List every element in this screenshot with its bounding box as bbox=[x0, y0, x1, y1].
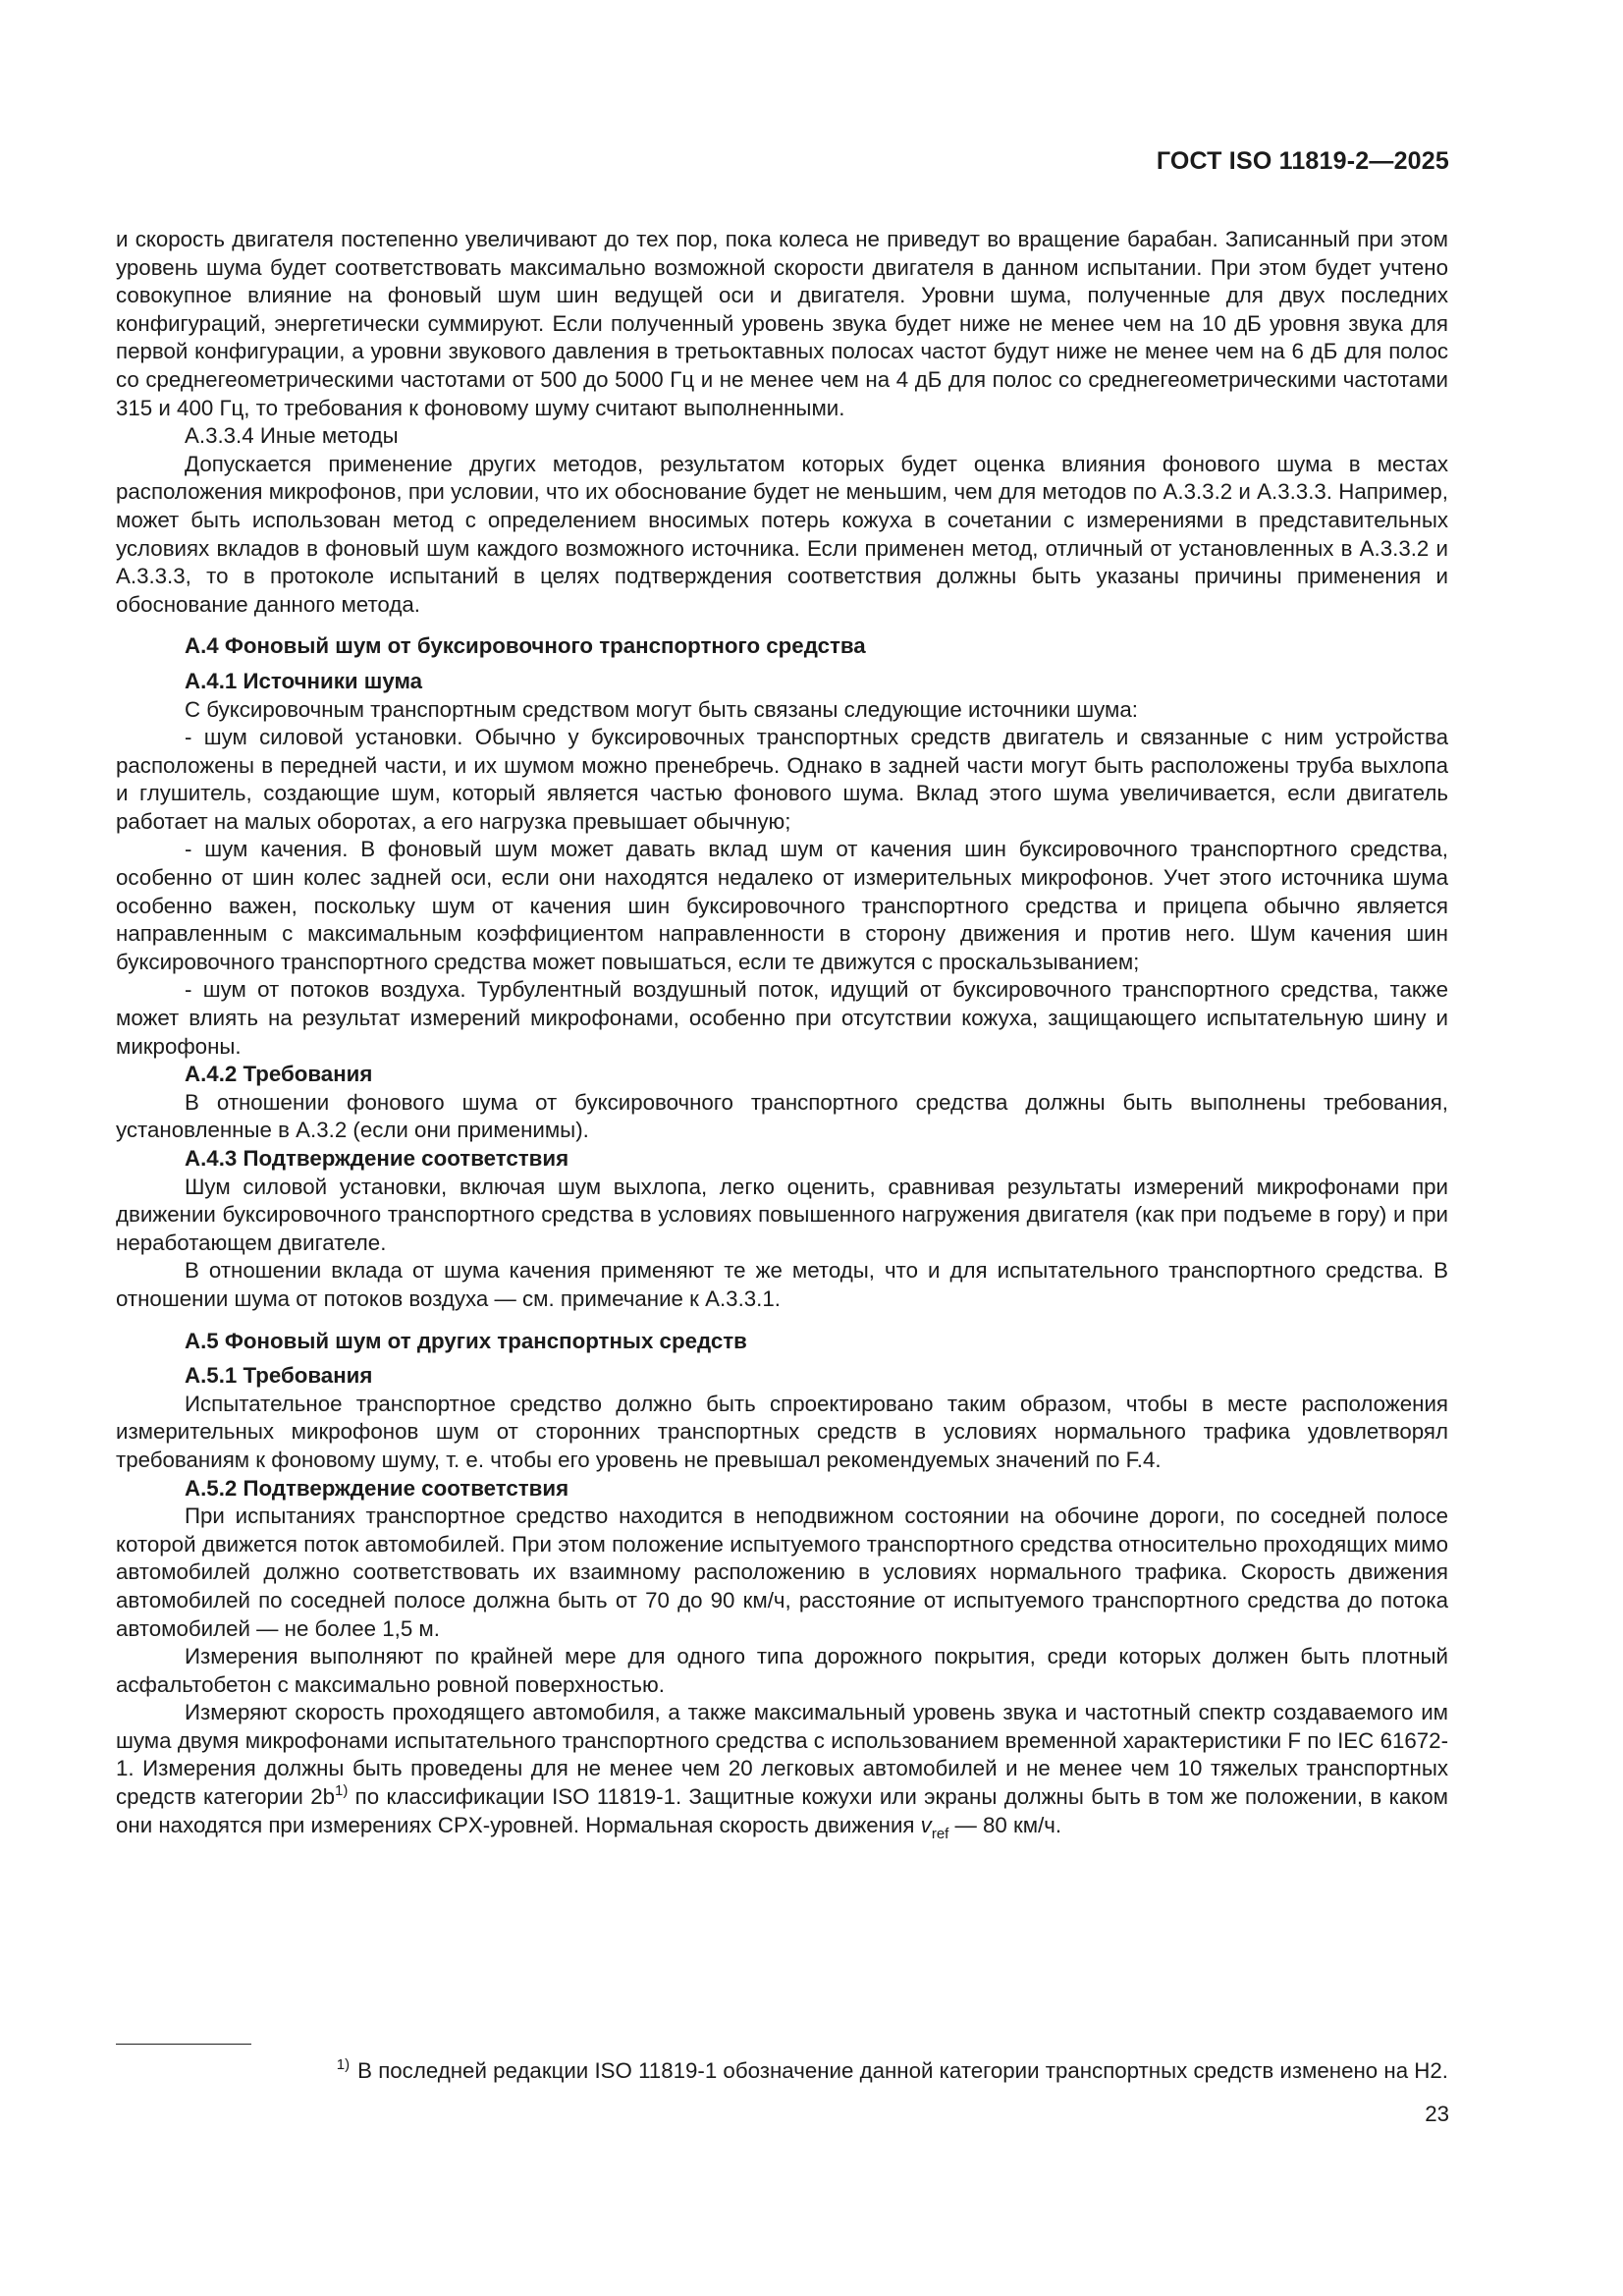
paragraph: В отношении вклада от шума качения применяют те же методы, что и для испытательного транспортного средства. В отношении шума от потоков воздуха — см. примечание к А.3.3.1. bbox=[116, 1258, 1448, 1311]
subsection-heading-a52: А.5.2 Подтверждение соответствия bbox=[185, 1475, 569, 1501]
variable-v: v bbox=[920, 1812, 932, 1837]
footnote-divider bbox=[116, 2044, 251, 2045]
document-id-header: ГОСТ ISO 11819-2—2025 bbox=[1156, 147, 1449, 175]
footnote-mark: 1) bbox=[336, 2056, 351, 2073]
text-run: Измеряют скорость проходящего автомобиля, а также максимальный уровень звука и частотный спектр создаваемого им шума двумя микрофонами испытательного транспортного средства с использованием временной характеристики F по IEC 61672-1. Измерения должны быть проведены для не менее чем 20 легковых автомобилей и не менее чем 10 тяжелых транспортных средств категории 2b bbox=[116, 1700, 1448, 1810]
list-item: - шум от потоков воздуха. Турбулентный воздушный поток, идущий от буксировочного транспортного средства, также может влиять на результат измерений микрофонами, особенно при отсутствии кожуха, защищающего испытательную шину и микрофоны. bbox=[116, 977, 1448, 1059]
list-item: - шум силовой установки. Обычно у буксировочных транспортных средств двигатель и связанные с ним устройства расположены в передней части, и их шумом можно пренебречь. Однако в задней части могут быть расположены труба выхлопа и глушитель, создающие шум, который является частью фонового шума. Вклад этого шума увеличивается, если двигатель работает на малых оборотах, а его нагрузка превышает обычную; bbox=[116, 725, 1448, 834]
list-item: - шум качения. В фоновый шум может давать вклад шум от качения шин буксировочного транспортного средства, особенно от шин колес задней оси, если они находятся недалеко от измерительных микрофонов. Учет этого источника шума особенно важен, поскольку шум от качения шин буксировочного транспортного средства и прицепа обычно является направленным с максимальным коэффициентом направленности в сторону движения и против него. Шум качения шин буксировочного транспортного средства может повышаться, если те движутся с проскальзыванием; bbox=[116, 837, 1448, 974]
paragraph: Допускается применение других методов, результатом которых будет оценка влияния фонового шума в местах расположения микрофонов, при условии, что их обоснование будет не меньшим, чем для методов по А.3.3.2 и А.3.3.3. Например, может быть использован метод с определением вносимых потерь кожуха в сочетании с измерениями в представительных условиях вкладов в фоновый шум каждого возможного источника. Если применен метод, отличный от установленных в А.3.3.2 и А.3.3.3, то в протоколе испытаний в целях подтверждения соответствия должны быть указаны причины применения и обоснование данного метода. bbox=[116, 451, 1448, 617]
paragraph: Измерения выполняют по крайней мере для одного типа дорожного покрытия, среди которых должен быть плотный асфальтобетон с максимально ровной поверхностью. bbox=[116, 1644, 1448, 1697]
text-run: — 80 км/ч. bbox=[948, 1812, 1062, 1837]
paragraph: В отношении фонового шума от буксировочного транспортного средства должны быть выполнены требования, установленные в А.3.2 (если они применимы). bbox=[116, 1089, 1448, 1143]
section-heading-a5: А.5 Фоновый шум от других транспортных средств bbox=[185, 1328, 747, 1353]
subsection-heading-a41: А.4.1 Источники шума bbox=[185, 668, 423, 693]
footnote-reference[interactable]: 1) bbox=[335, 1782, 349, 1800]
page-body bbox=[116, 226, 1448, 1842]
page-number: 23 bbox=[1425, 2102, 1449, 2126]
paragraph: Испытательное транспортное средство должно быть спроектировано таким образом, чтобы в месте расположения измерительных микрофонов шум от сторонних транспортных средств в условиях нормального трафика удовлетворял требованиям к фоновому шуму, т. е. чтобы его уровень не превышал рекомендуемых значений по F.4. bbox=[116, 1391, 1448, 1472]
paragraph bbox=[116, 1699, 1448, 1842]
paragraph: Шум силовой установки, включая шум выхлопа, легко оценить, сравнивая результаты измерений микрофонами при движении буксировочного транспортного средства в условиях повышенного нагружения двигателя (как при подъеме в гору) и при неработающем двигателе. bbox=[116, 1174, 1448, 1255]
subscript-ref: ref bbox=[931, 1825, 949, 1842]
subsection-heading-a51: А.5.1 Требования bbox=[185, 1363, 373, 1389]
text-run: по классификации ISO 11819-1. Защитные кожухи или экраны должны быть в том же положении, в каком они находятся при измерениях CPX-уровней. Нормальная скорость движения bbox=[116, 1784, 1448, 1837]
footnote-text: В последней редакции ISO 11819-1 обозначение данной категории транспортных средств изменено на Н2. bbox=[357, 2058, 1448, 2083]
subsection-heading-a42: А.4.2 Требования bbox=[185, 1062, 373, 1087]
subclause-title-a334: А.3.3.4 Иные методы bbox=[185, 423, 399, 449]
section-heading-a4: А.4 Фоновый шум от буксировочного транспортного средства bbox=[185, 633, 866, 659]
paragraph: и скорость двигателя постепенно увеличивают до тех пор, пока колеса не приведут во вращение барабан. Записанный при этом уровень шума будет соответствовать максимально возможной скорости двигателя в данном испытании. При этом будет учтено совокупное влияние на фоновый шум шин ведущей оси и двигателя. Уровни шума, полученные для двух последних конфигураций, энергетически суммируют. Если полученный уровень звука будет ниже не менее чем на 10 дБ уровня звука для первой конфигурации, а уровни звукового давления в третьоктавных полосах частот будут ниже не менее чем на 6 дБ для полос со среднегеометрическими частотами от 500 до 5000 Гц и не менее чем на 4 дБ для полос со среднегеометрическими частотами 315 и 400 Гц, то требования к фоновому шуму считают выполненными. bbox=[116, 227, 1448, 420]
paragraph: При испытаниях транспортное средство находится в неподвижном состоянии на обочине дороги, по соседней полосе которой движется поток автомобилей. При этом положение испытуемого транспортного средства относительно проходящих мимо автомобилей должно соответствовать их взаимному расположению в условиях нормального трафика. Скорость движения автомобилей по соседней полосе должна быть от 70 до 90 км/ч, расстояние от испытуемого транспортного средства до потока автомобилей — не более 1,5 м. bbox=[116, 1503, 1448, 1641]
subsection-heading-a43: А.4.3 Подтверждение соответствия bbox=[185, 1146, 569, 1171]
paragraph: С буксировочным транспортным средством могут быть связаны следующие источники шума: bbox=[185, 696, 1138, 722]
footnote bbox=[116, 2057, 1448, 2085]
